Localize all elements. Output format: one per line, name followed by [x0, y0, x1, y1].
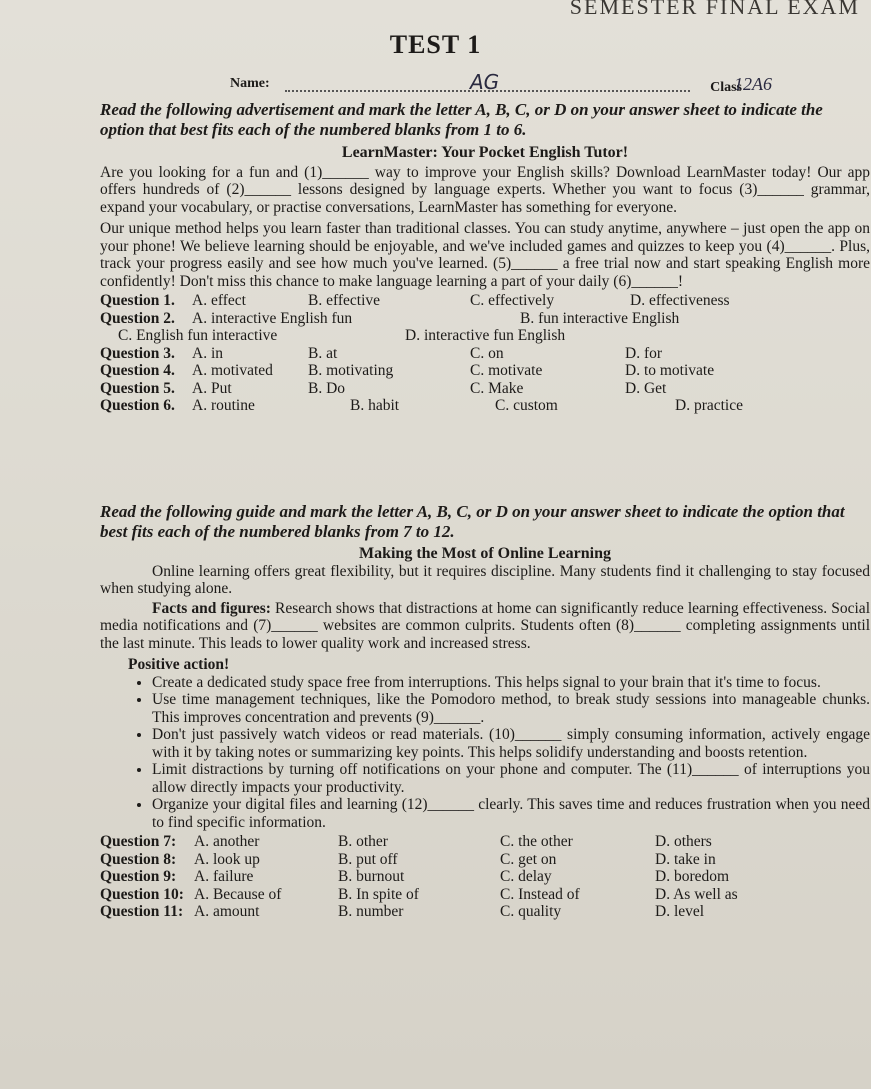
- list-item: • Organize your digital files and learning (12)______ clearly. This saves time and reduces frustration when you need to find specific information.: [152, 796, 870, 831]
- ad-paragraph-2: Our unique method helps you learn faster than traditional classes. You can study anytime, anywhere – just open the app on your phone! We believe learning should be enjoyable, and we've included games and quizzes to keep you (4)______. Plus, track your progress easily and see how much you've learned. (5)______ a free trial now and start speaking English more confidently! Don't miss this chance to make language learning a part of your daily (6)______!: [100, 220, 870, 290]
- part2-instruction: Read the following guide and mark the letter A, B, C, or D on your answer sheet to indicate the option that best fits each of the numbered blanks from 7 to 12.: [100, 502, 845, 541]
- question-row: [100, 380, 870, 398]
- question-row: [100, 292, 870, 310]
- option-b[interactable]: B. effective: [308, 292, 381, 309]
- option-a[interactable]: A. Put: [192, 379, 232, 397]
- question-label: Question 3.: [100, 344, 175, 362]
- option-c[interactable]: C. effectively: [470, 292, 555, 309]
- option-b[interactable]: B. habit: [350, 397, 400, 414]
- question-label: Question 2.: [100, 309, 175, 327]
- option-a[interactable]: A. in: [192, 344, 223, 362]
- option-a[interactable]: A. effect: [192, 292, 246, 309]
- question-row: [100, 397, 870, 415]
- question-row: [100, 833, 870, 851]
- part1-questions: [100, 292, 870, 415]
- option-a[interactable]: A. another: [194, 833, 260, 850]
- option-d[interactable]: D. As well as: [655, 885, 738, 903]
- list-item: • Limit distractions by turning off notifications on your phone and computer. The (11)______ of interruptions you allow directly impacts your productivity.: [152, 761, 870, 796]
- question-label: Question 7:: [100, 833, 177, 850]
- option-a[interactable]: A. failure: [194, 868, 254, 885]
- guide-intro: Online learning offers great flexibility, but it requires discipline. Many students find it challenging to stay focused when studying alone.: [100, 562, 870, 597]
- ad-heading: LearnMaster: Your Pocket English Tutor!: [341, 144, 629, 161]
- option-a[interactable]: A. routine: [192, 397, 255, 414]
- guide-facts: [100, 600, 870, 653]
- option-c[interactable]: C. Make: [470, 379, 524, 397]
- ad-paragraph-1: Are you looking for a fun and (1)______ way to improve your English skills? Download LearnMaster today! Our app offers hundreds of (2)______ lessons designed by language experts. Whether you want to focus (3)______ grammar, expand your vocabulary, or practise conversations, LearnMaster has something for everyone.: [100, 163, 870, 216]
- option-d[interactable]: D. to motivate: [625, 362, 715, 379]
- option-c[interactable]: C. Instead of: [500, 885, 580, 903]
- option-c[interactable]: C. motivate: [470, 362, 543, 379]
- list-item: • Create a dedicated study space free from interruptions. This helps signal to your brain that it's time to focus.: [152, 674, 870, 692]
- option-d[interactable]: D. others: [655, 833, 712, 850]
- question-label: Question 4.: [100, 362, 175, 379]
- option-b[interactable]: B. put off: [338, 850, 398, 868]
- exam-title: SEMESTER FINAL EXAM: [569, 0, 860, 19]
- positive-action-label: Positive action!: [128, 656, 230, 673]
- option-d[interactable]: D. interactive fun English: [405, 327, 566, 344]
- question-label: Question 9:: [100, 868, 177, 885]
- question-row: [100, 903, 870, 921]
- part2-questions: [100, 833, 870, 921]
- class-label: Class: [710, 80, 742, 95]
- option-a[interactable]: A. interactive English fun: [192, 309, 353, 327]
- question-label: Question 6.: [100, 397, 175, 414]
- option-d[interactable]: D. practice: [675, 397, 743, 414]
- option-b[interactable]: B. number: [338, 903, 404, 920]
- test-title: TEST 1: [389, 30, 482, 59]
- option-b[interactable]: B. at: [308, 344, 338, 362]
- question-row: [100, 851, 870, 869]
- option-b[interactable]: B. fun interactive English: [520, 309, 680, 327]
- question-label: Question 8:: [100, 850, 177, 868]
- question-row: [100, 310, 870, 328]
- option-c[interactable]: C. get on: [500, 850, 557, 868]
- positive-action-list: [100, 674, 870, 832]
- question-label: Question 11:: [100, 903, 184, 920]
- question-row: [100, 886, 870, 904]
- list-item: • Use time management techniques, like the Pomodoro method, to break study sessions into manageable chunks. This improves concentration and prevents (9)______.: [152, 691, 870, 726]
- option-d[interactable]: D. take in: [655, 850, 716, 868]
- option-b[interactable]: B. Do: [308, 379, 346, 397]
- part1-instruction: Read the following advertisement and mark the letter A, B, C, or D on your answer sheet to indicate the option that best fits each of the numbered blanks from 1 to 6.: [100, 100, 823, 139]
- option-a[interactable]: A. Because of: [194, 885, 282, 903]
- handwritten-class: 12A6: [734, 74, 772, 94]
- list-item: • Don't just passively watch videos or read materials. (10)______ simply consuming information, actively engage with it by taking notes or summarizing key points. This helps solidify understanding and boosts retention.: [152, 726, 870, 761]
- option-d[interactable]: D. effectiveness: [630, 292, 730, 309]
- option-c[interactable]: C. custom: [495, 397, 558, 414]
- facts-text: Research shows that distractions at home can significantly reduce learning effectiveness. Social media notifications and (7)______ websites are common culprits. Students often (8)______ completing assignments until the last minute. This leads to lower quality work and increased stress.: [100, 599, 870, 652]
- option-b[interactable]: B. other: [338, 833, 388, 850]
- question-row: [100, 345, 870, 363]
- guide-heading: Making the Most of Online Learning: [358, 545, 611, 562]
- question-label: Question 10:: [100, 885, 184, 903]
- part2-section: [100, 502, 870, 921]
- option-b[interactable]: B. burnout: [338, 868, 405, 885]
- option-d[interactable]: D. Get: [625, 379, 667, 397]
- question-row: [100, 327, 870, 345]
- name-label: Name:: [230, 76, 270, 91]
- option-a[interactable]: A. look up: [194, 850, 260, 868]
- option-c[interactable]: C. English fun interactive: [118, 327, 278, 344]
- option-a[interactable]: A. motivated: [192, 362, 273, 379]
- option-c[interactable]: C. quality: [500, 903, 562, 920]
- option-d[interactable]: D. for: [625, 344, 663, 362]
- part1-section: [100, 100, 870, 415]
- option-d[interactable]: D. boredom: [655, 868, 730, 885]
- question-label: Question 5.: [100, 379, 175, 397]
- option-b[interactable]: B. motivating: [308, 362, 394, 379]
- option-d[interactable]: D. level: [655, 903, 705, 920]
- name-class-row: [230, 70, 860, 98]
- option-c[interactable]: C. delay: [500, 868, 552, 885]
- option-b[interactable]: B. In spite of: [338, 885, 419, 903]
- question-row: [100, 868, 870, 886]
- facts-label: Facts and figures:: [152, 599, 271, 617]
- option-c[interactable]: C. on: [470, 344, 504, 362]
- option-a[interactable]: A. amount: [194, 903, 260, 920]
- handwritten-name: AG: [470, 70, 500, 94]
- question-row: [100, 362, 870, 380]
- option-c[interactable]: C. the other: [500, 833, 573, 850]
- question-label: Question 1.: [100, 292, 175, 309]
